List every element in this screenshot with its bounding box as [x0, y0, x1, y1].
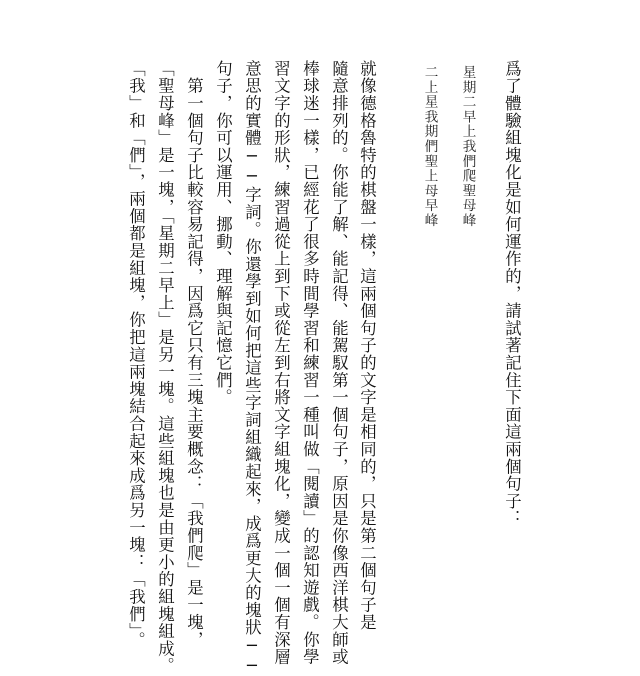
paragraph-1-line-3: 棒球迷一樣，已經花了很多時間學習和練習一種叫做「閱讀」的認知遊戲。你學 — [300, 60, 320, 666]
paragraph-1-line-4: 習文字的形狀，練習過從上到下或從左到右將文字組塊化，變成一個一個有深層 — [271, 60, 291, 666]
intro-line: 爲了體驗組塊化是如何運作的，請試著記住下面這兩個句子： — [502, 60, 522, 528]
paragraph-1-line-5: 意思的實體──字詞。你還學到如何把這些字詞組織起來，成爲更大的塊狀── — [242, 60, 262, 676]
paragraph-2-line-1: 第一個句子比較容易記得，因爲它只有三塊主要概念：「我們爬」是一塊， — [184, 60, 204, 649]
example-sentence-scrambled: 二上星我期們聖上母早峰 — [421, 65, 438, 228]
paragraph-1-line-1: 就像德格魯特的棋盤一樣，這兩個句子的文字是相同的，只是第二個句子是 — [357, 60, 377, 631]
paragraph-2-line-3: 「我」和「們」，兩個都是組塊，你把這兩塊結合起來成爲另一塊：「我們」。 — [126, 60, 146, 650]
paragraph-1-line-2: 隨意排列的。你能了解、能記得、能駕馭第一個句子，原因是你像西洋棋大師或 — [329, 60, 349, 666]
paragraph-2-line-2: 「聖母峰」是一塊，「星期二早上」是另一塊。這些組塊也是由更小的組塊組成。 — [155, 60, 175, 675]
paragraph-1-line-6: 句子，你可以運用、挪動、理解與記憶它們。 — [213, 60, 233, 406]
example-sentence-ordered: 星期二早上我們爬聖母峰 — [459, 65, 476, 228]
